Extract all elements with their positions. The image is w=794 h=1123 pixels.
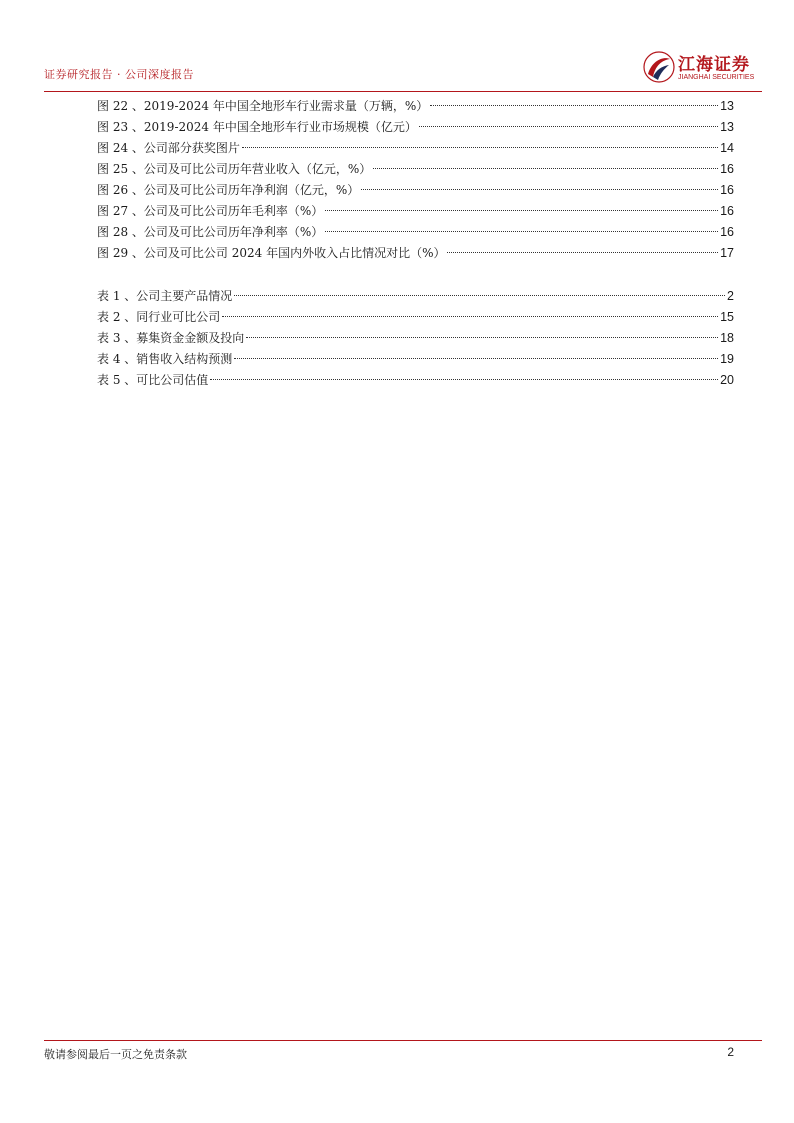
toc-entry[interactable] xyxy=(97,201,734,222)
toc-leader xyxy=(222,316,718,317)
toc-entry-page: 13 xyxy=(720,99,734,113)
toc-leader xyxy=(210,379,718,380)
toc-entry-title: 公司及可比公司历年净利率（%） xyxy=(143,225,324,239)
toc-entry-title: 可比公司估值 xyxy=(136,373,209,387)
toc-leader xyxy=(419,126,718,127)
toc-entry[interactable] xyxy=(97,349,734,370)
toc-entry[interactable] xyxy=(97,370,734,391)
toc-entry-title: 募集资金金额及投向 xyxy=(136,331,245,345)
toc-entry-title: 公司主要产品情况 xyxy=(136,289,233,303)
toc-leader xyxy=(325,210,718,211)
toc-leader xyxy=(246,337,718,338)
toc-entry-title: 2019-2024 年中国全地形车行业市场规模（亿元） xyxy=(143,120,417,134)
toc-entry[interactable] xyxy=(97,307,734,328)
toc-entry-page: 16 xyxy=(720,225,734,239)
toc-entry-prefix: 图 24 、 xyxy=(97,141,144,155)
page-number: 2 xyxy=(727,1045,734,1059)
toc-entry-title: 同行业可比公司 xyxy=(136,310,221,324)
toc-entry[interactable] xyxy=(97,286,734,307)
toc-entry-title: 公司及可比公司历年毛利率（%） xyxy=(143,204,324,218)
toc-entry[interactable] xyxy=(97,96,734,117)
toc-leader xyxy=(234,358,718,359)
toc-entry-page: 15 xyxy=(720,310,734,324)
toc-entry-title: 公司及可比公司 2024 年国内外收入占比情况对比（%） xyxy=(143,246,446,260)
toc-entry-prefix: 图 28 、 xyxy=(97,225,144,239)
toc-entry-prefix: 表 5 、 xyxy=(97,373,137,387)
header-divider xyxy=(44,91,762,92)
toc-entry[interactable] xyxy=(97,328,734,349)
toc-entry-prefix: 图 27 、 xyxy=(97,204,144,218)
toc-entry-prefix: 表 4 、 xyxy=(97,352,137,366)
toc-leader xyxy=(242,147,718,148)
toc-leader xyxy=(234,295,725,296)
toc-entry-title: 公司部分获奖图片 xyxy=(143,141,240,155)
toc-entry-page: 19 xyxy=(720,352,734,366)
logo-english-name: JIANGHAI SECURITIES xyxy=(678,74,755,81)
toc-entry-page: 13 xyxy=(720,120,734,134)
toc-entry-prefix: 图 25 、 xyxy=(97,162,144,176)
toc-entry-prefix: 图 26 、 xyxy=(97,183,144,197)
toc-entry-page: 16 xyxy=(720,162,734,176)
toc-entry-page: 17 xyxy=(720,246,734,260)
report-type-header: 证券研究报告 · 公司深度报告 xyxy=(44,68,194,81)
toc-leader xyxy=(447,252,718,253)
toc-leader xyxy=(430,105,718,106)
toc-entry-page: 14 xyxy=(720,141,734,155)
toc-entry-title: 公司及可比公司历年净利润（亿元，%） xyxy=(143,183,360,197)
toc-entry-page: 16 xyxy=(720,204,734,218)
toc-leader xyxy=(373,168,718,169)
toc-entry-prefix: 图 29 、 xyxy=(97,246,144,260)
toc-entry-page: 20 xyxy=(720,373,734,387)
footer-disclaimer: 敬请参阅最后一页之免责条款 xyxy=(44,1048,187,1061)
figures-toc xyxy=(97,96,734,264)
toc-entry[interactable] xyxy=(97,117,734,138)
toc-entry-prefix: 图 23 、 xyxy=(97,120,144,134)
company-logo xyxy=(642,50,754,86)
toc-entry-title: 2019-2024 年中国全地形车行业需求量（万辆，%） xyxy=(143,99,429,113)
toc-entry-page: 16 xyxy=(720,183,734,197)
logo-emblem-icon xyxy=(642,50,676,84)
toc-entry-prefix: 表 1 、 xyxy=(97,289,137,303)
toc-entry-prefix: 表 3 、 xyxy=(97,331,137,345)
tables-toc xyxy=(97,286,734,391)
toc-entry-title: 公司及可比公司历年营业收入（亿元，%） xyxy=(143,162,372,176)
toc-entry-page: 2 xyxy=(727,289,734,303)
toc-leader xyxy=(325,231,718,232)
logo-chinese-name: 江海证券 xyxy=(678,55,750,75)
toc-entry-page: 18 xyxy=(720,331,734,345)
toc-leader xyxy=(361,189,718,190)
toc-entry[interactable] xyxy=(97,243,734,264)
toc-entry[interactable] xyxy=(97,180,734,201)
toc-entry-prefix: 图 22 、 xyxy=(97,99,144,113)
toc-entry[interactable] xyxy=(97,222,734,243)
toc-entry[interactable] xyxy=(97,138,734,159)
toc-entry[interactable] xyxy=(97,159,734,180)
toc-entry-title: 销售收入结构预测 xyxy=(136,352,233,366)
footer-divider xyxy=(44,1040,762,1041)
toc-entry-prefix: 表 2 、 xyxy=(97,310,137,324)
